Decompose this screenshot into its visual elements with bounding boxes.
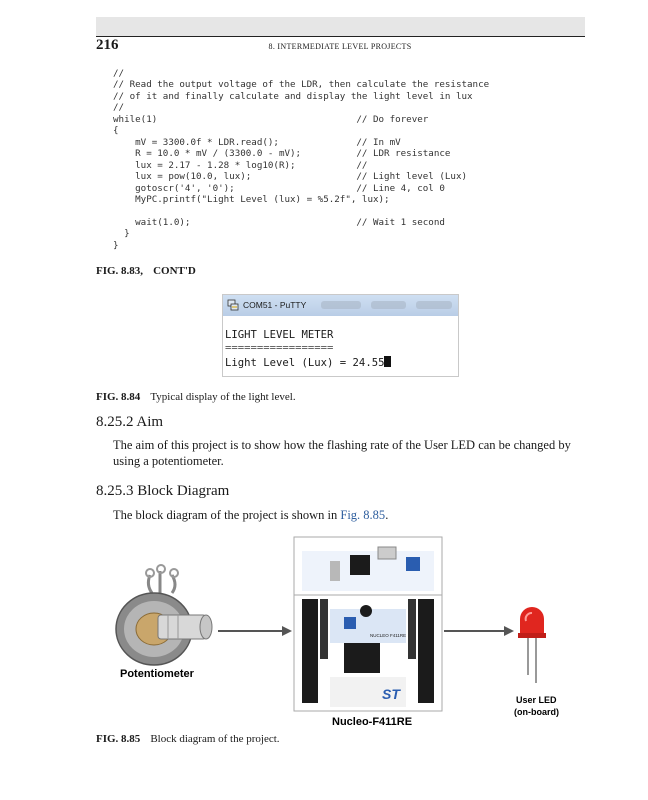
code-line: } [113,228,130,240]
fig-8-85-caption [96,733,280,745]
fig-8-84-caption [96,391,296,403]
putty-titlebar[interactable] [223,295,458,316]
figure-caption-text: Typical display of the light level. [150,391,296,403]
figure-number: FIG. 8.84 [96,391,141,403]
aim-paragraph [113,437,587,469]
code-line: { [113,125,119,137]
putty-window [222,294,459,377]
potentiometer-image [116,565,212,665]
user-led-label: User LED [516,695,557,705]
blurred-tab [371,301,406,309]
user-led-sublabel: (on-board) [514,707,559,717]
code-line: MyPC.printf("Light Level (lux) = %5.2f", lux); [113,193,390,205]
figure-number: FIG. 8.83, [96,265,144,277]
arrow-pot-to-board [218,626,292,636]
code-line: // of it and finally calculate and display the light level in lux [113,90,473,102]
code-line: R = 10.0 * mV / (3300.0 - mV); // LDR resistance [113,148,451,160]
aim-text: The aim of this project is to show how the flashing rate of the User LED can be changed by using a potentiometer. [113,438,571,468]
code-line: gotoscr('4', '0'); // Line 4, col 0 [113,182,445,194]
terminal-line: LIGHT LEVEL METER [225,329,334,341]
potentiometer-label: Potentiometer [120,668,194,680]
blurred-tab [321,301,361,309]
code-line: lux = pow(10.0, lux); // Light level (Lux) [113,171,468,183]
terminal-reading-text: Light Level (Lux) = 24.55 [225,357,385,369]
block-diagram-paragraph [113,507,388,523]
code-line: lux = 2.17 - 1.28 * log10(R); // [113,159,368,171]
code-line: // Read the output voltage of the LDR, then calculate the resistance [113,79,490,91]
section-heading-block-diagram: 8.25.3 Block Diagram [96,483,230,499]
page-number: 216 [96,37,119,53]
terminal-line: ================= [225,342,334,354]
text-cursor [384,356,391,367]
figure-link[interactable]: Fig. 8.85 [340,508,386,522]
fig-8-83-caption [96,265,206,277]
st-logo: ST [382,686,400,702]
arrow-board-to-led [444,626,514,636]
section-heading-aim: 8.25.2 Aim [96,414,164,430]
figure-caption-text: CONT'D [153,265,196,277]
block-diagram [96,525,576,725]
user-led-image [518,607,546,683]
running-head: 8. INTERMEDIATE LEVEL PROJECTS [268,42,412,51]
code-line [113,205,489,216]
code-line: // [113,102,125,114]
terminal-line-reading [225,356,391,369]
nucleo-board-image [294,537,442,711]
code-listing [113,68,489,251]
figure-number: FIG. 8.85 [96,733,141,745]
code-line: while(1) // Do forever [113,113,429,125]
code-line: mV = 3300.0f * LDR.read(); // In mV [113,136,401,148]
code-line: wait(1.0); // Wait 1 second [113,216,445,228]
paragraph-text: . [385,508,389,522]
putty-terminal-screen[interactable] [223,316,458,376]
figure-caption-text: Block diagram of the project. [150,733,280,745]
putty-window-title: COM51 - PuTTY [243,300,307,310]
nucleo-board-label: Nucleo-F411RE [332,716,413,725]
header-rule [96,36,585,37]
paragraph-text: The block diagram of the project is shown in [113,508,341,522]
board-chip-text: NUCLEO F411RE [370,633,407,638]
header-band [96,17,585,36]
code-line: // [113,68,125,79]
blurred-tab [416,301,452,309]
putty-terminal-icon [227,299,239,311]
code-line: } [113,239,119,251]
